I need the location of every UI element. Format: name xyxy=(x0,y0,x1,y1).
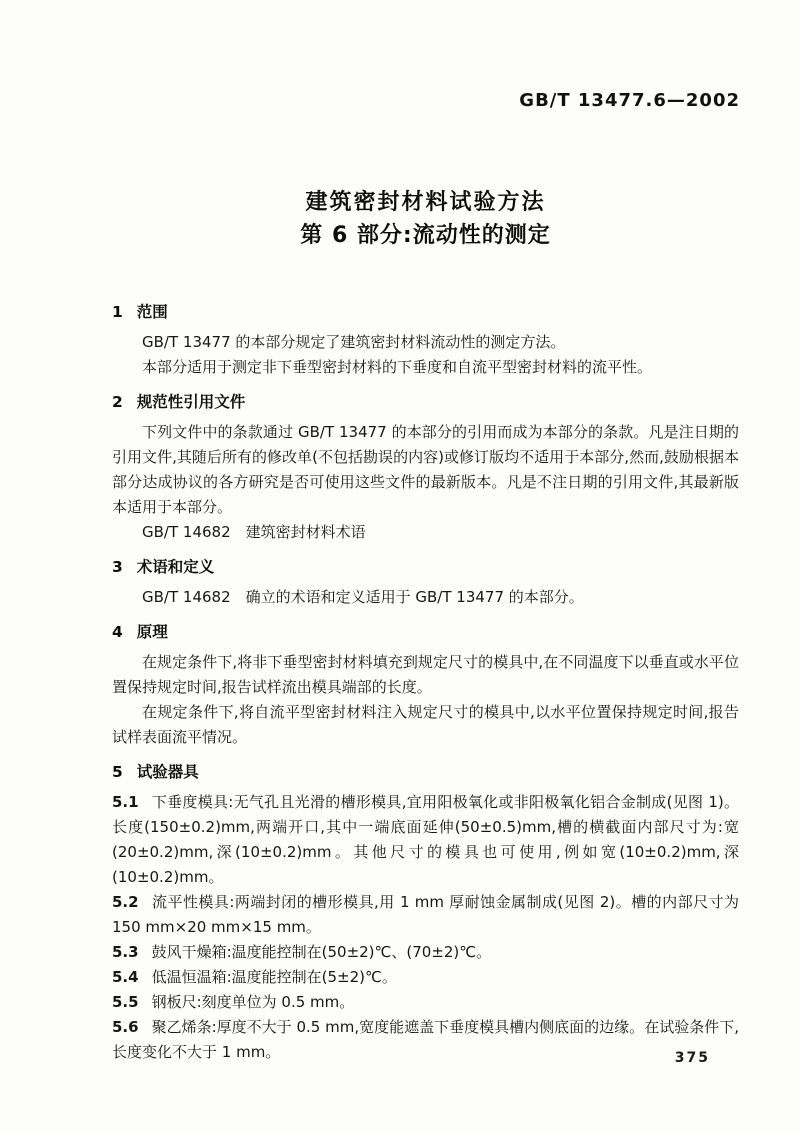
clause-number: 5.3 xyxy=(112,943,139,961)
paragraph: 在规定条件下,将自流平型密封材料注入规定尺寸的模具中,以水平位置保持规定时间,报告试样表面流平情况。 xyxy=(112,703,739,746)
clause-5-6 xyxy=(112,1015,739,1065)
clause-5-2 xyxy=(112,890,739,940)
clause-number: 5.6 xyxy=(112,1018,139,1036)
section-heading-terms-definitions xyxy=(112,555,739,580)
document-title-line1: 建筑密封材料试验方法 xyxy=(305,190,546,215)
clause-number: 5.2 xyxy=(112,893,139,911)
section-title: 范围 xyxy=(136,303,168,321)
paragraph: 在规定条件下,将非下垂型密封材料填充到规定尺寸的模具中,在不同温度下以垂直或水平位置保持规定时间,报告试样流出模具端部的长度。 xyxy=(112,653,739,696)
document-body xyxy=(112,290,739,1065)
document-title-line2: 第 6 部分:流动性的测定 xyxy=(300,223,551,248)
clause-number: 5.1 xyxy=(112,793,139,811)
section-heading-scope xyxy=(112,300,739,325)
section-title: 术语和定义 xyxy=(136,558,215,576)
section-heading-apparatus xyxy=(112,760,739,785)
clause-text: 下垂度模具:无气孔且光滑的槽形模具,宜用阳极氧化或非阳极氧化铝合金制成(见图 1)。长度(150±0.2)mm,两端开口,其中一端底面延伸(50±0.5)mm,槽的横截面内部尺寸为:宽(20±0.2)mm,深(10±0.2)mm。其他尺寸的模具也可使用,例如宽(10±0.2)mm,深(10±0.2)mm。 xyxy=(112,793,739,886)
clause-text: 流平性模具:两端封闭的槽形模具,用 1 mm 厚耐蚀金属制成(见图 2)。槽的内部尺寸为 150 mm×20 mm×15 mm。 xyxy=(112,893,739,936)
section-number: 1 xyxy=(112,303,123,321)
standard-number: GB/T 13477.6—2002 xyxy=(519,90,740,111)
clause-5-3 xyxy=(112,940,739,965)
section-number: 4 xyxy=(112,623,123,641)
page-number: 375 xyxy=(674,1050,710,1066)
clause-5-5 xyxy=(112,990,739,1015)
paragraph: GB/T 13477 的本部分规定了建筑密封材料流动性的测定方法。 xyxy=(142,333,566,351)
clause-text: 低温恒温箱:温度能控制在(5±2)℃。 xyxy=(151,968,397,986)
paragraph: 下列文件中的条款通过 GB/T 13477 的本部分的引用而成为本部分的条款。凡是注日期的引用文件,其随后所有的修改单(不包括勘误的内容)或修订版均不适用于本部分,然而,鼓励根据本部分达成协议的各方研究是否可使用这些文件的最新版本。凡是不注日期的引用文件,其最新版本适用于本部分。 xyxy=(112,423,739,516)
reference-entry: GB/T 14682 建筑密封材料术语 xyxy=(142,523,366,541)
clause-text: 聚乙烯条:厚度不大于 0.5 mm,宽度能遮盖下垂度模具槽内侧底面的边缘。在试验条件下,长度变化不大于 1 mm。 xyxy=(112,1018,739,1061)
clause-text: 钢板尺:刻度单位为 0.5 mm。 xyxy=(151,993,355,1011)
section-title: 规范性引用文件 xyxy=(136,393,246,411)
document-title xyxy=(112,186,739,252)
section-title: 试验器具 xyxy=(136,763,199,781)
section-title: 原理 xyxy=(136,623,168,641)
clause-number: 5.4 xyxy=(112,968,139,986)
section-number: 3 xyxy=(112,558,123,576)
section-number: 5 xyxy=(112,763,123,781)
clause-5-4 xyxy=(112,965,739,990)
section-heading-principle xyxy=(112,620,739,645)
clause-number: 5.5 xyxy=(112,993,139,1011)
clause-5-1 xyxy=(112,790,739,890)
section-heading-normative-references xyxy=(112,390,739,415)
clause-text: 鼓风干燥箱:温度能控制在(50±2)℃、(70±2)℃。 xyxy=(151,943,492,961)
paragraph: 本部分适用于测定非下垂型密封材料的下垂度和自流平型密封材料的流平性。 xyxy=(142,358,653,376)
section-number: 2 xyxy=(112,393,123,411)
paragraph: GB/T 14682 确立的术语和定义适用于 GB/T 13477 的本部分。 xyxy=(142,588,584,606)
